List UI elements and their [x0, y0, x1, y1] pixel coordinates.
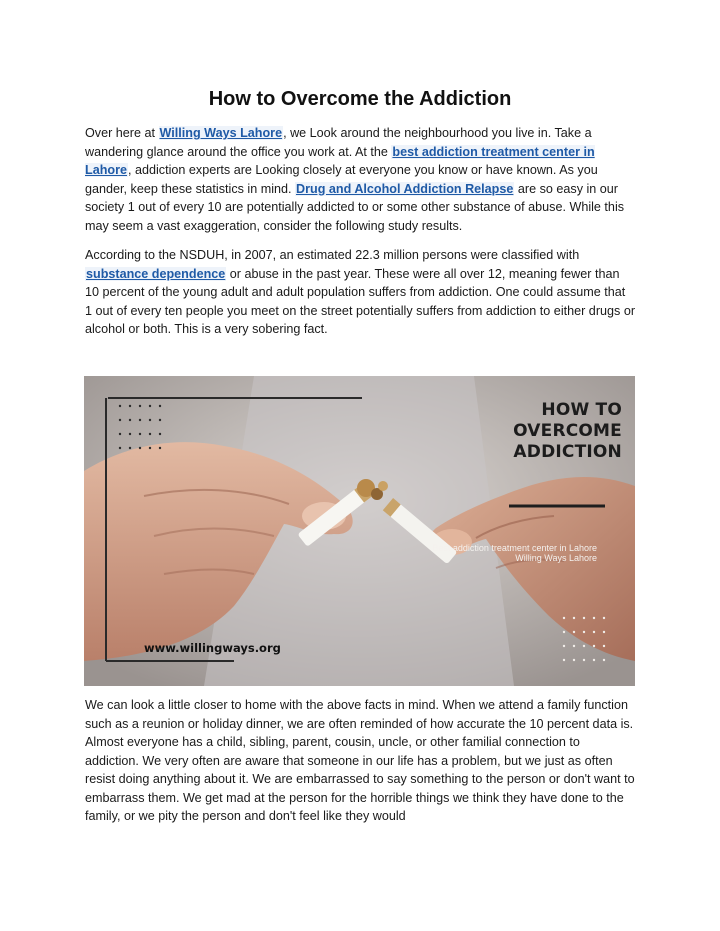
- link-best-addiction-treatment-center[interactable]: best addiction treatment center in Lahore: [85, 144, 595, 177]
- paragraph-text: , we Look around the neighbourhood you live in. Take a wandering glance around the office you work at. At the: [85, 126, 592, 159]
- hero-image: [84, 376, 635, 686]
- paragraph-text: , addiction experts are Looking closely at everyone you know or have known. As you gander, keep these statistics in mind.: [85, 163, 598, 196]
- hero-caption-line: Best addiction treatment center in Lahore: [432, 543, 597, 553]
- paragraph-statistics: [85, 246, 635, 339]
- paragraph-text: Over here at: [85, 126, 159, 140]
- link-drug-alcohol-relapse[interactable]: Drug and Alcohol Addiction Relapse: [296, 181, 514, 196]
- hero-caption: [377, 543, 597, 563]
- hero-website-url: www.willingways.org: [144, 641, 281, 655]
- page-title: How to Overcome the Addiction: [208, 88, 512, 110]
- paragraph-intro: [85, 124, 635, 235]
- link-substance-dependence[interactable]: substance dependence: [86, 266, 226, 281]
- paragraph-family: We can look a little closer to home with the above facts in mind. When we attend a family function such as a reunion or holiday dinner, we are often reminded of how accurate the 10 percent data is. Almost everyone has a child, sibling, parent, cousin, uncle, or other familial connection to addiction. We very often are aware that someone in our life has a problem, but we just as often resist doing anything about it. We are embarrassed to say something to the person or don't want to embarrass them. We get mad at the person for the horrible things we think they have done to the family, or we pity the person and don't feel like they would: [85, 698, 635, 823]
- hero-caption-line: Willing Ways Lahore: [515, 553, 597, 563]
- link-willing-ways-lahore[interactable]: Willing Ways Lahore: [159, 126, 283, 140]
- paragraph-text: According to the NSDUH, in 2007, an estimated 22.3 million persons were classified with: [85, 248, 580, 262]
- hero-title-line: ADDICTION: [513, 442, 622, 462]
- hero-title-line: HOW TO OVERCOME: [513, 400, 622, 441]
- paragraph-text: are so easy in our society 1 out of every 10 are potentially addicted to or some other substance of abuse. While this may seem a vast exaggeration, consider the following study results.: [85, 181, 625, 233]
- hero-title: [492, 400, 622, 463]
- paragraph-text: or abuse in the past year. These were all over 12, meaning fewer than 10 percent of the young adult and adult population suffers from addiction. One could assume that 1 out of every ten people you meet on the street potentially suffers from addiction to either drugs or alcohol or both. This is a very sobering fact.: [85, 266, 636, 336]
